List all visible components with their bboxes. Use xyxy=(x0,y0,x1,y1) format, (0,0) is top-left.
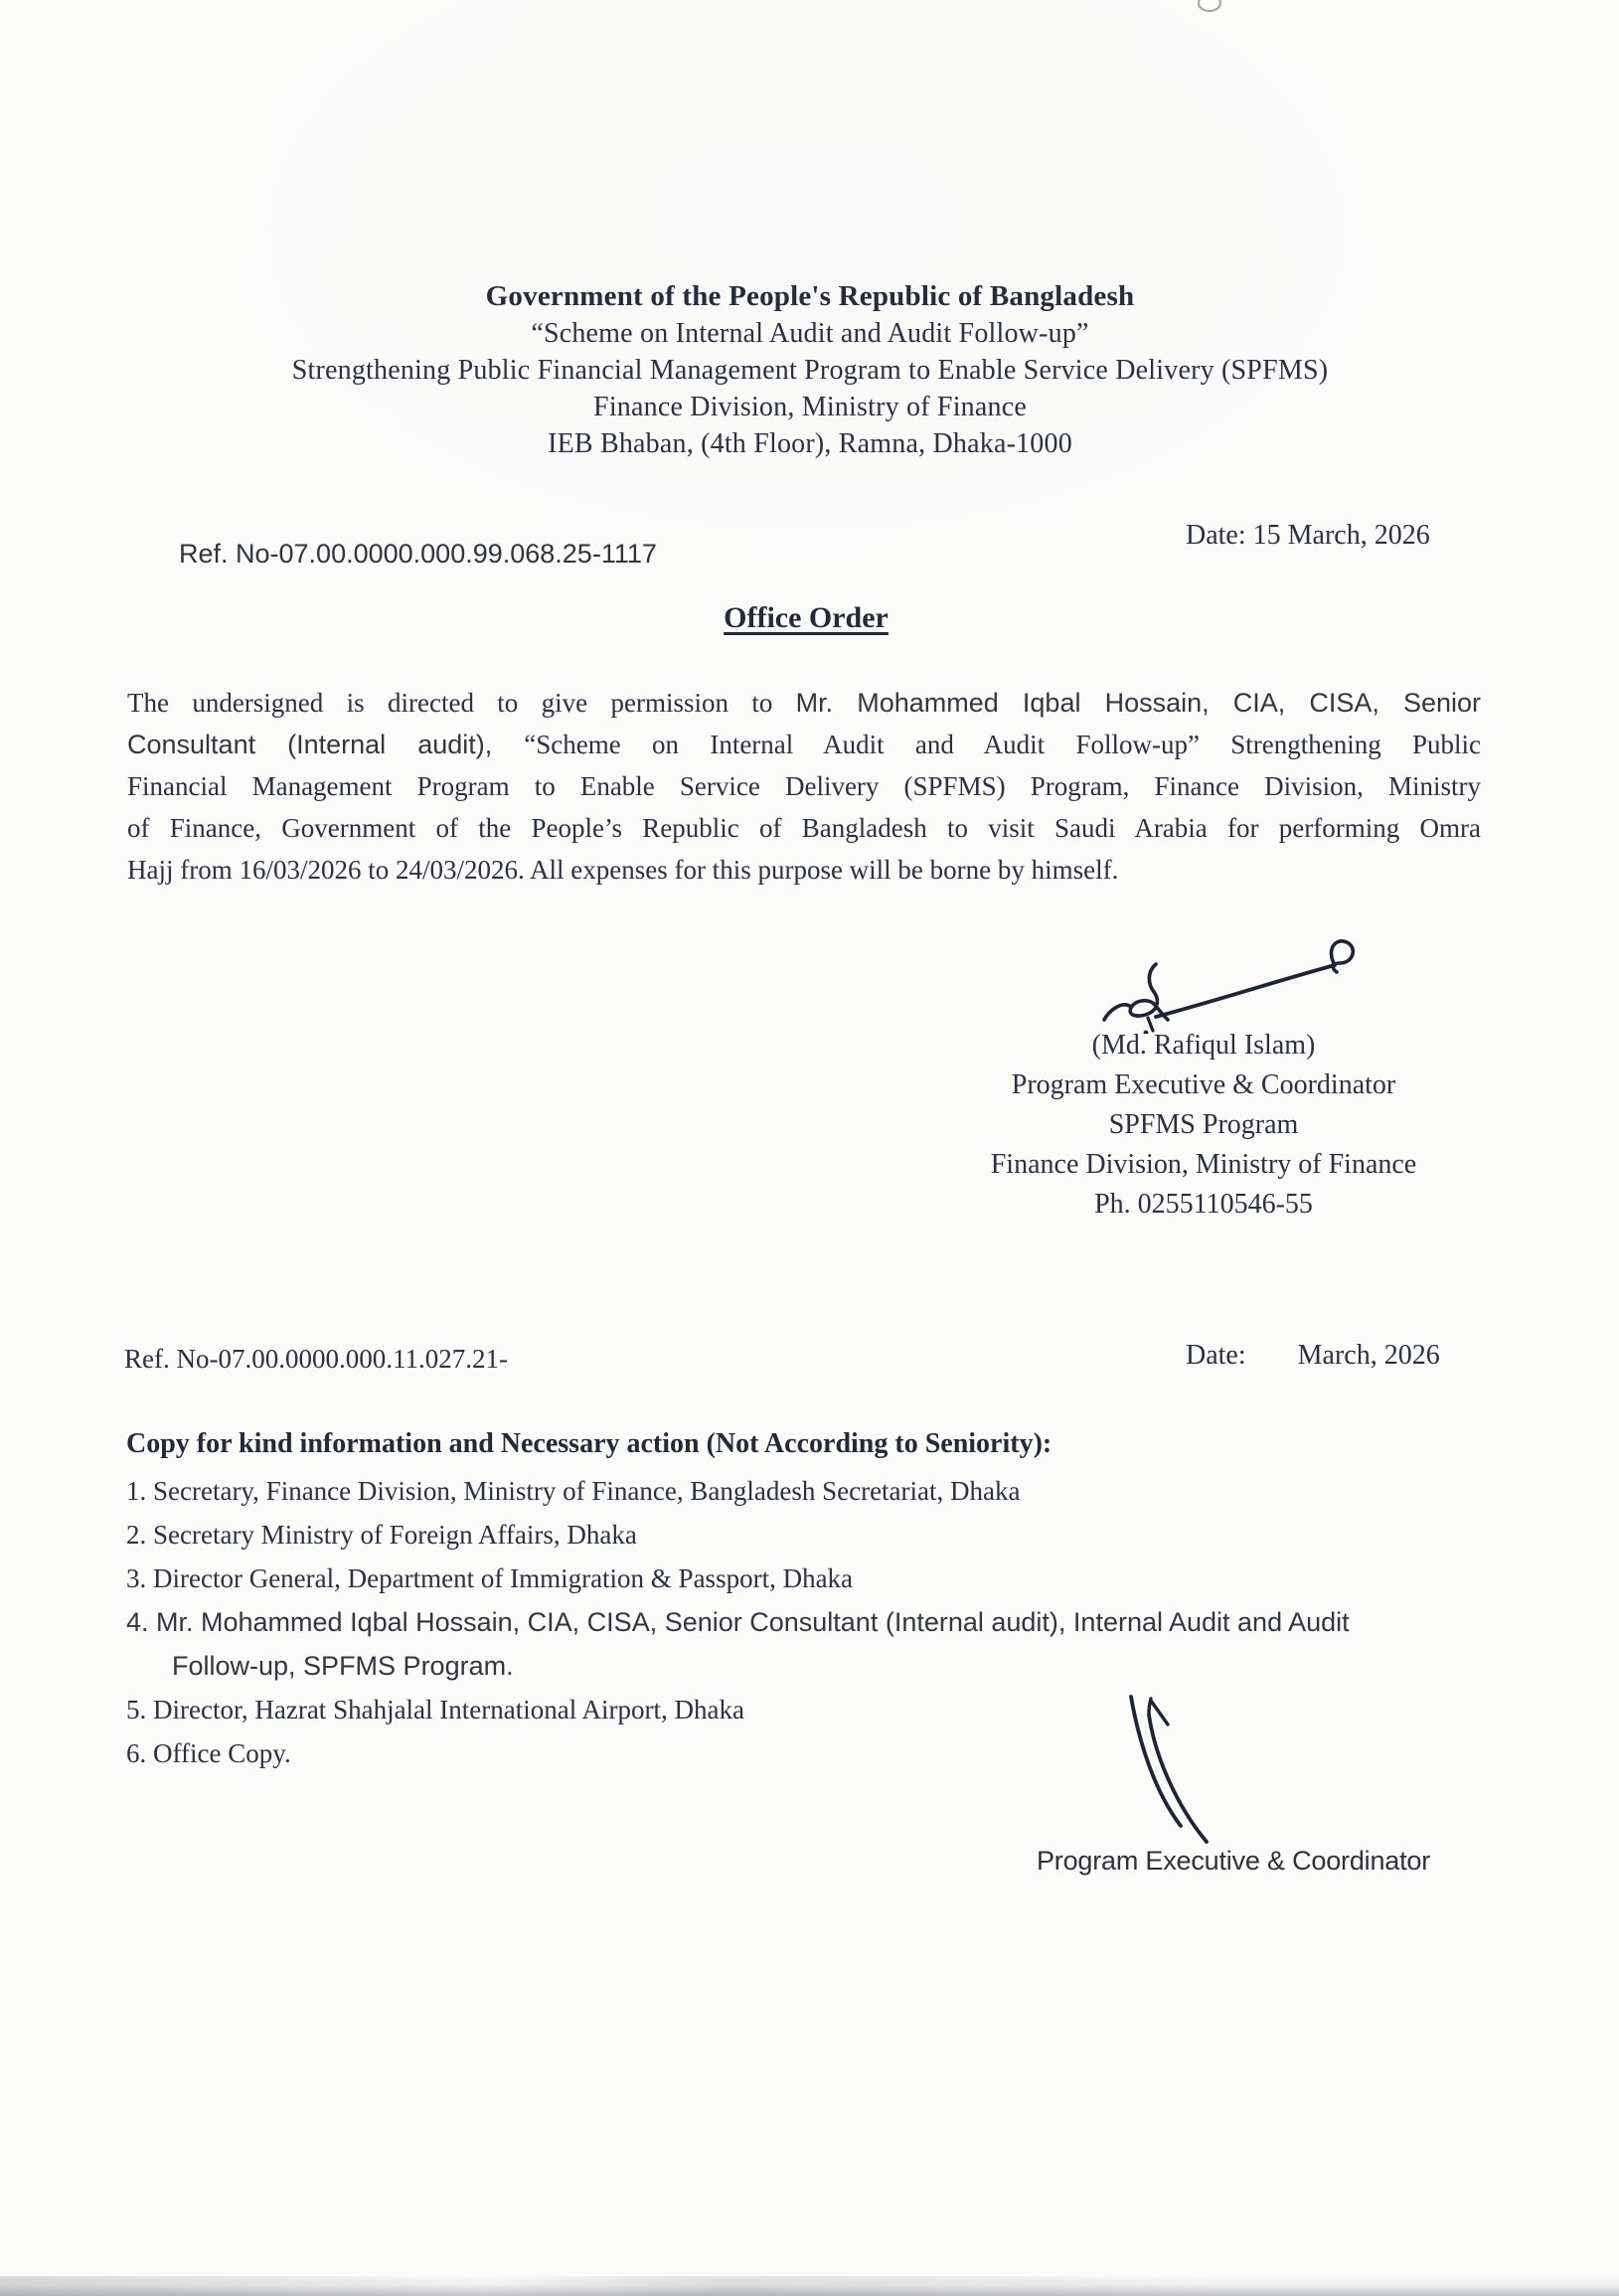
office-order-text: Office Order xyxy=(724,601,889,634)
date-2 xyxy=(1186,1340,1440,1372)
body-run: Financial Management Program to Enable Service Delivery (SPFMS) Program, Finance Division, Ministry xyxy=(127,771,1481,801)
scan-edge-band xyxy=(0,2276,1619,2296)
signatory-phone: Ph. 0255110546-55 xyxy=(1094,1189,1313,1220)
signatory-program: SPFMS Program xyxy=(1108,1109,1299,1140)
scheme-name: “Scheme on Internal Audit and Audit Follow-up” xyxy=(531,318,1089,349)
date-2-label: Date: xyxy=(1186,1340,1246,1371)
date-2-value: March, 2026 xyxy=(1297,1340,1440,1371)
body-line xyxy=(127,849,1481,891)
list-item: 2. Secretary Ministry of Foreign Affairs, Dhaka xyxy=(126,1520,637,1550)
letterhead xyxy=(129,278,1491,462)
body-line xyxy=(127,807,1481,849)
body-run: of Finance, Government of the People’s Republic of Bangladesh to visit Saudi Arabia for performing Omra xyxy=(127,813,1481,843)
org-name: Government of the People's Republic of Bangladesh xyxy=(485,280,1135,312)
program-name: Strengthening Public Financial Management Program to Enable Service Delivery (SPFMS) xyxy=(291,355,1329,386)
body-run: Mr. Mohammed Iqbal Hossain, CIA, CISA, Senior xyxy=(795,688,1481,718)
footer-signature-icon xyxy=(1115,1685,1242,1848)
body-line xyxy=(127,765,1481,807)
body-run: Hajj from 16/03/2026 to 24/03/2026. All expenses for this purpose will be borne by himself. xyxy=(127,855,1119,885)
list-item: 4. Mr. Mohammed Iqbal Hossain, CIA, CISA, Senior Consultant (Internal audit), Internal Audit and Audit xyxy=(126,1607,1350,1637)
signature-scribble-icon xyxy=(1096,932,1367,1034)
signatory-block xyxy=(922,1026,1485,1225)
signatory-division: Finance Division, Ministry of Finance xyxy=(990,1149,1417,1180)
list-item: Follow-up, SPFMS Program. xyxy=(172,1651,514,1681)
copy-heading: Copy for kind information and Necessary action (Not According to Seniority): xyxy=(126,1428,1052,1459)
body-run: The undersigned is directed to give permission to xyxy=(127,688,796,718)
scan-smudge xyxy=(1198,0,1221,12)
ref-number-1: Ref. No-07.00.0000.000.99.068.25-1117 xyxy=(179,539,657,569)
date-1: Date: 15 March, 2026 xyxy=(1186,520,1430,551)
body-run: Consultant (Internal audit), xyxy=(127,730,525,759)
signatory-name: (Md. Rafiqul Islam) xyxy=(1091,1030,1316,1061)
list-item: 1. Secretary, Finance Division, Ministry of Finance, Bangladesh Secretariat, Dhaka xyxy=(126,1476,1021,1506)
signatory-title: Program Executive & Coordinator xyxy=(1011,1069,1396,1100)
ref-number-2: Ref. No-07.00.0000.000.11.027.21- xyxy=(124,1344,508,1374)
address-line: IEB Bhaban, (4th Floor), Ramna, Dhaka-1000 xyxy=(548,428,1072,459)
body-run: “Scheme on Internal Audit and Audit Follow-up” Strengthening Public xyxy=(524,730,1481,759)
list-item: 3. Director General, Department of Immigration & Passport, Dhaka xyxy=(126,1563,854,1593)
copy-list xyxy=(126,1469,1490,1775)
list-item: 6. Office Copy. xyxy=(126,1738,291,1768)
body-paragraph xyxy=(127,682,1481,891)
list-item: 5. Director, Hazrat Shahjalal International Airport, Dhaka xyxy=(126,1695,744,1724)
division-name: Finance Division, Ministry of Finance xyxy=(593,392,1027,422)
office-order-title xyxy=(129,601,1483,635)
footer-signatory-title: Program Executive & Coordinator xyxy=(1037,1846,1430,1876)
body-line xyxy=(127,682,1481,724)
body-line xyxy=(127,724,1481,765)
